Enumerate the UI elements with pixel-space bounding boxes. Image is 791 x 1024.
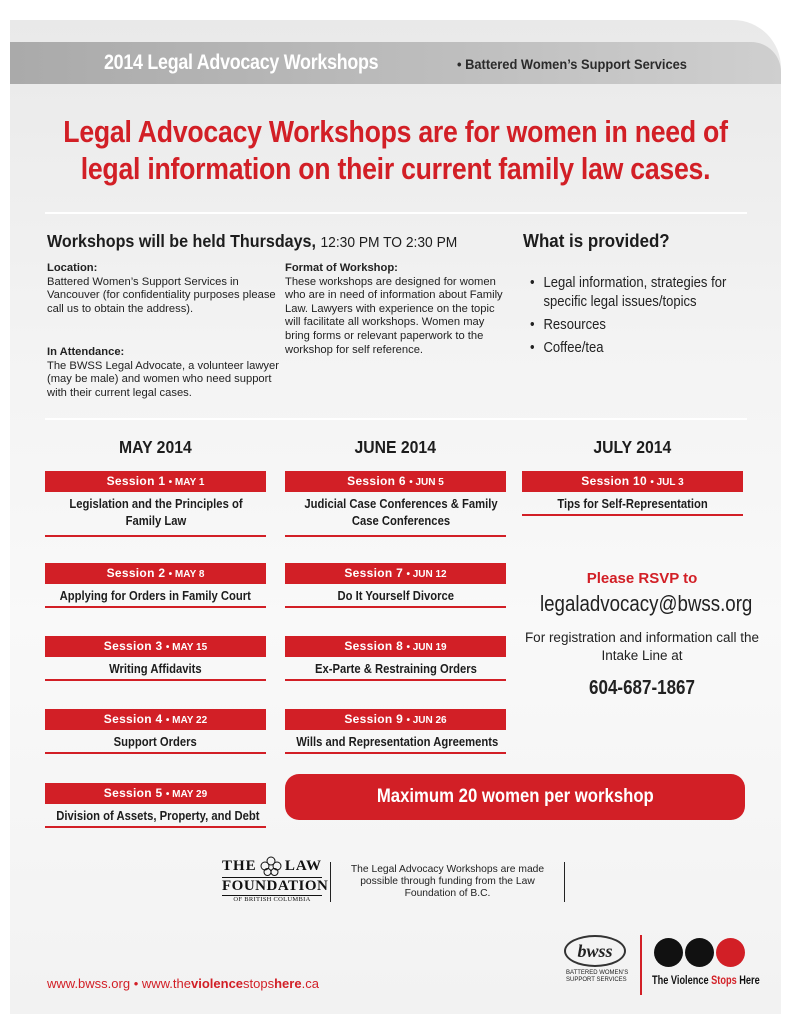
attendance-text: The BWSS Legal Advocate, a volunteer lawyer (may be male) and women who need support with their current legal cases. [47,359,279,399]
footer-links [47,976,319,991]
session-number: Session 4 [103,712,163,726]
headline-line-1: Legal Advocacy Workshops are for women in need of [63,114,728,149]
month-july [522,437,742,458]
month-label: JUNE 2014 [354,437,436,457]
dot-icon [654,938,683,967]
session-number: Session 10 [581,474,647,488]
topic-text: Legislation and the Principles of Family Law [68,497,243,528]
session-date: • JUN 5 [409,477,444,488]
rsvp-title: Please RSVP to [586,570,698,587]
headline [0,113,791,187]
month-june [285,437,505,458]
logo-law: LAW [284,857,322,874]
session-date: • MAY 15 [165,642,208,653]
session-9 [285,709,506,754]
provided-title: What is provided? [523,231,670,251]
format-text: These workshops are designed for women who are in need of information about Family Law. Lawyers with experience on the topic will facilitate all workshops. Women may bring forms or relevant paperwork to the workshop for self reference. [285,275,503,356]
session-4 [45,709,266,754]
month-may [45,437,265,458]
session-number: Session 2 [106,566,166,580]
session-topic [285,584,506,605]
session-bar [522,471,743,492]
bwss-name-line-1: BATTERED WOMEN’S [566,970,629,976]
logo-bc: OF BRITISH COLUMBIA [222,895,322,903]
topic-text: Do It Yourself Divorce [337,589,454,603]
session-number: Session 5 [103,786,163,800]
session-7 [285,563,506,608]
attendance-block [47,346,283,400]
list-item: • Coffee/tea [530,339,773,358]
session-topic [522,492,743,513]
list-item: • Resources [530,316,773,335]
session-bar [285,471,506,492]
provided-list [530,274,770,362]
schedule-label: Workshops will be held Thursdays, [47,231,316,251]
month-label: MAY 2014 [118,437,192,457]
topic-text: Support Orders [113,735,198,749]
location-heading: Location: [47,262,98,274]
session-date: • JUL 3 [650,477,684,488]
session-date: • MAY 22 [165,715,208,726]
topic-text: Division of Assets, Property, and Debt [56,809,260,823]
vsh-post: Here [736,975,760,987]
flower-icon [260,856,282,876]
three-dots-icon [654,938,745,967]
bwss-logo [560,935,630,984]
session-topic [285,657,506,678]
url-part: .ca [301,976,319,991]
session-8 [285,636,506,681]
session-date: • JUN 26 [406,715,447,726]
session-bar [45,783,266,804]
dot-icon [716,938,745,967]
session-topic [45,492,266,530]
topic-text: Applying for Orders in Family Court [59,589,252,603]
attendance-heading: In Attendance: [47,346,125,358]
schedule-heading [47,231,457,252]
rsvp-email-link[interactable]: legaladvocacy@bwss.org [540,591,753,616]
funding-note: The Legal Advocacy Workshops are made possible through funding from the Law Foundation of B.C. [330,862,565,902]
url-part: www.the [141,976,191,991]
url-part: stops [243,976,275,991]
banner-title: 2014 Legal Advocacy Workshops [104,51,379,74]
session-number: Session 7 [344,566,404,580]
session-date: • MAY 8 [168,569,205,580]
session-bar [285,563,506,584]
session-date: • JUN 19 [406,642,447,653]
session-6 [285,471,506,537]
bwss-url-link[interactable]: www.bwss.org [47,976,131,991]
topic-text: Writing Affidavits [109,662,202,676]
session-bar [45,471,266,492]
max-notice [285,774,745,820]
session-1 [45,471,266,537]
divider [45,212,747,214]
violence-stops-here-url-link[interactable] [142,976,319,991]
registration-text: For registration and information call the Intake Line at [524,630,760,663]
session-number: Session 6 [347,474,406,488]
session-number: Session 9 [344,712,404,726]
title-banner [10,42,781,84]
schedule-time: 12:30 PM TO 2:30 PM [320,234,458,251]
format-heading: Format of Workshop: [285,262,398,274]
location-text: Battered Women’s Support Services in Vancouver (for confidentiality purposes please call us to obtain the address). [47,275,276,315]
url-part: violence [191,976,244,991]
url-part: here [274,976,302,991]
vsh-stops: Stops [711,975,737,987]
session-number: Session 8 [344,639,404,653]
vsh-pre: The Violence [652,975,712,987]
dot-icon [685,938,714,967]
bwss-mark: bwss [564,935,626,967]
list-item: • Legal information, strategies for specific legal issues/topics [530,274,773,312]
session-bar [45,563,266,584]
format-block [285,262,507,357]
topic-text: Tips for Self-Representation [557,497,708,511]
headline-line-2: legal information on their current family law cases. [80,151,711,186]
session-date: • JUN 12 [406,569,447,580]
session-date: • MAY 29 [165,789,208,800]
law-foundation-row [222,856,322,876]
month-label: JULY 2014 [593,437,671,457]
logo-the: THE [222,857,257,874]
session-topic [45,657,266,678]
rsvp-block [522,570,762,700]
session-bar [285,709,506,730]
footer-separator: • [130,976,142,991]
topic-text: Ex-Parte & Restraining Orders [314,662,477,676]
bwss-name [560,970,630,984]
session-topic [45,730,266,751]
session-bar [45,709,266,730]
violence-stops-here-logo [652,975,760,987]
session-5 [45,783,266,828]
session-bar [285,636,506,657]
banner-subtitle: • Battered Women’s Support Services [457,56,687,72]
session-number: Session 1 [106,474,166,488]
session-topic [45,804,266,825]
topic-text: Wills and Representation Agreements [296,735,499,749]
location-block [47,262,279,316]
divider [45,418,747,420]
session-bar [45,636,266,657]
max-notice-text: Maximum 20 women per workshop [376,786,654,807]
session-10 [522,471,743,516]
topic-text: Judicial Case Conferences & Family Case Conferences [304,497,498,528]
session-topic [45,584,266,605]
session-number: Session 3 [103,639,163,653]
logo-foundation: FOUNDATION [222,878,329,894]
session-topic [285,730,506,751]
session-date: • MAY 1 [168,477,205,488]
bwss-name-line-2: SUPPORT SERVICES [566,977,627,983]
logo-divider [640,935,642,995]
session-3 [45,636,266,681]
law-foundation-logo [222,856,329,903]
session-2 [45,563,266,608]
session-topic [285,492,506,530]
intake-phone: 604-687-1867 [589,677,695,699]
